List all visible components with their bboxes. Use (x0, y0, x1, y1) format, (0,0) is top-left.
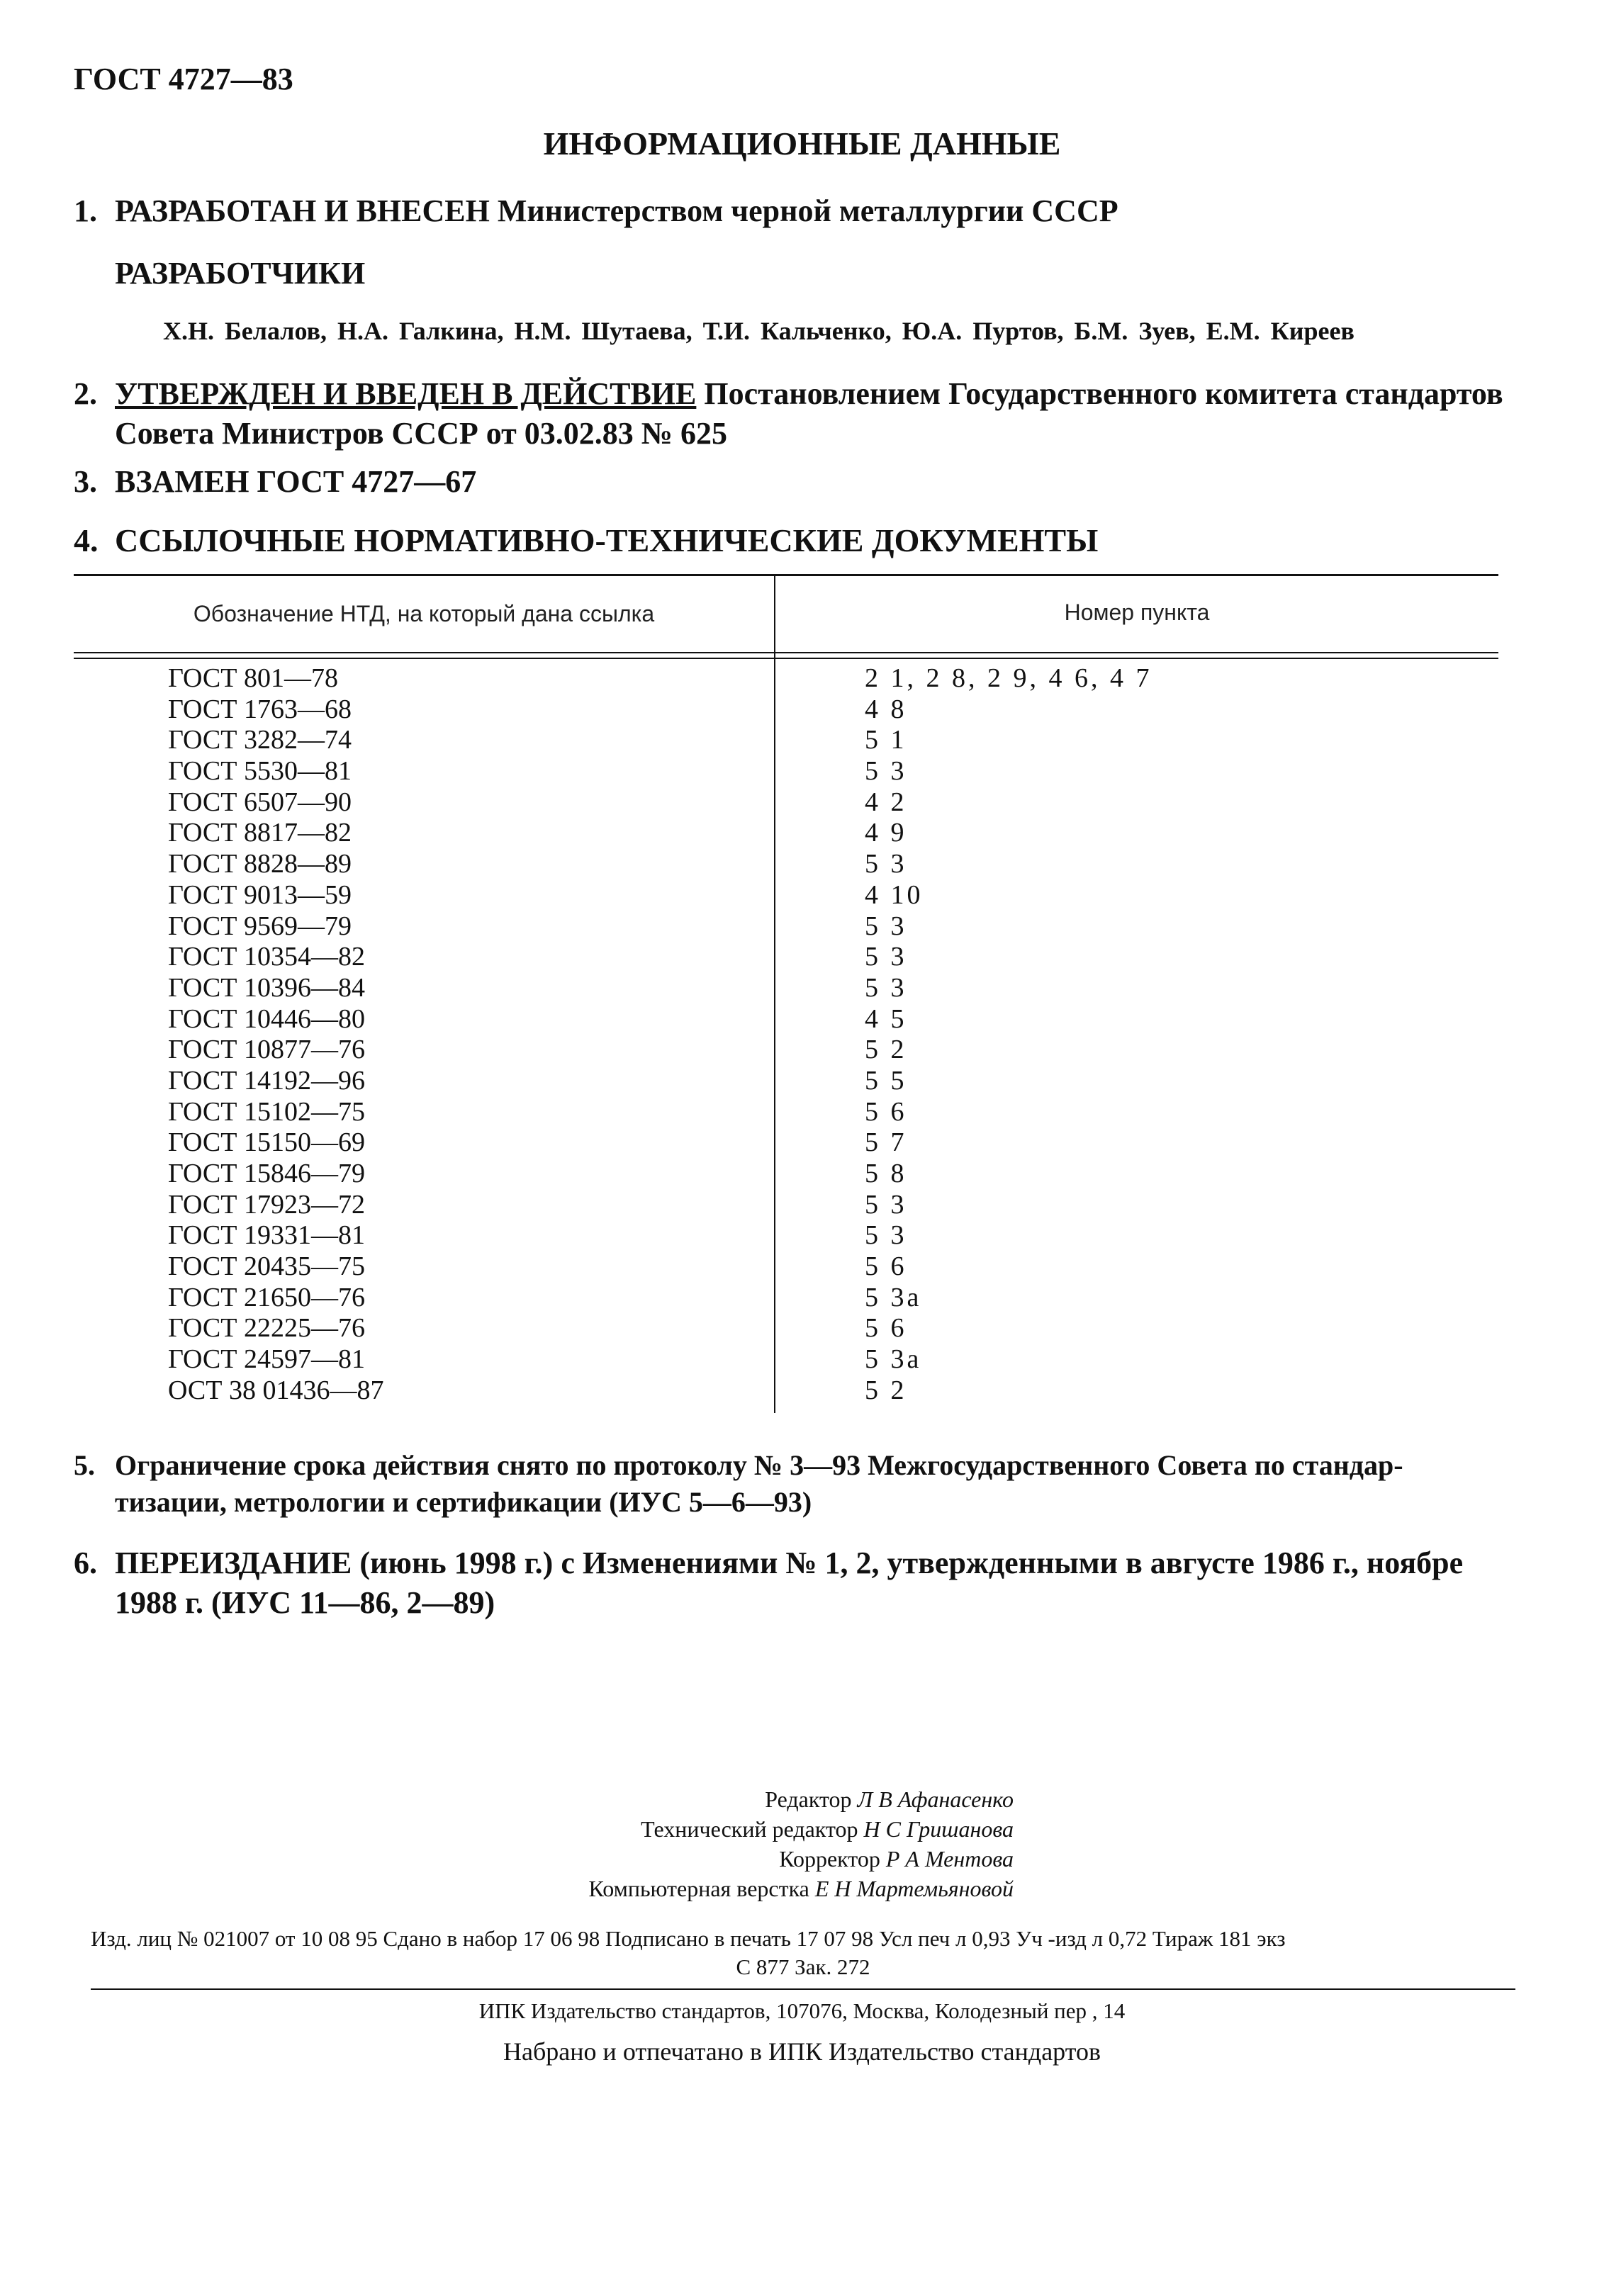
clause-cell: 4 5 (865, 1003, 907, 1034)
table-row (0, 1190, 1604, 1221)
table-row (0, 942, 1604, 973)
doc-cell: ГОСТ 9013—59 (168, 879, 352, 910)
doc-cell: ГОСТ 1763—68 (168, 694, 352, 724)
item-4 (74, 522, 1098, 559)
credit-name: Е Н Мартемьяновой (814, 1876, 1014, 1901)
table-row (0, 1159, 1604, 1190)
item-2-text-1: Постановлением Государственного комитета стандартов (704, 376, 1503, 411)
credit-line (0, 1844, 1014, 1874)
table-row (0, 663, 1604, 694)
item-2 (74, 374, 1503, 454)
table-row (0, 1375, 1604, 1407)
clause-cell: 5 7 (865, 1127, 907, 1158)
doc-cell: ГОСТ 15846—79 (168, 1159, 365, 1188)
table-row (0, 911, 1604, 942)
doc-cell: ГОСТ 20435—75 (168, 1251, 365, 1282)
table-header-clause: Номер пункта (1064, 600, 1210, 625)
table-row (0, 725, 1604, 756)
table-row (0, 1097, 1604, 1128)
item-1-lead: РАЗРАБОТАН И ВНЕСЕН (115, 193, 490, 228)
clause-cell: 5 3 (865, 972, 907, 1003)
item-2-lead: УТВЕРЖДЕН И ВВЕДЕН В ДЕЙСТВИЕ (115, 376, 697, 411)
table-body (0, 663, 1604, 1407)
table-row (0, 1220, 1604, 1251)
item-6 (74, 1543, 1463, 1623)
imprint-line-1: Изд. лиц № 021007 от 10 08 95 Сдано в набор 17 06 98 Подписано в печать 17 07 98 Усл печ л 0,93 Уч -изд л 0,72 Тираж 181 экз (91, 1926, 1286, 1951)
table-row (0, 849, 1604, 880)
doc-cell: ГОСТ 801—78 (168, 663, 338, 693)
doc-cell: ГОСТ 6507—90 (168, 787, 352, 817)
doc-cell: ГОСТ 8828—89 (168, 849, 352, 879)
doc-cell: ГОСТ 14192—96 (168, 1065, 365, 1096)
item-6-number: 6. (74, 1546, 97, 1580)
item-1-text: Министерством черной металлургии СССР (497, 193, 1118, 228)
table-row (0, 1035, 1604, 1066)
clause-cell: 5 3 (865, 1189, 907, 1220)
clause-cell: 5 6 (865, 1096, 907, 1127)
doc-cell: ГОСТ 19331—81 (168, 1220, 365, 1251)
clause-cell: 5 5 (865, 1065, 907, 1096)
item-5-line-1: Ограничение срока действия снято по протоколу № 3—93 Межгосударственного Совета по стандар- (115, 1449, 1403, 1481)
item-6-line-2: 1988 г. (ИУС 11—86, 2—89) (115, 1585, 495, 1620)
credit-role: Редактор (765, 1786, 852, 1812)
item-6-line-1: ПЕРЕИЗДАНИЕ (июнь 1998 г.) с Изменениями № 1, 2, утвержденными в августе 1986 г., ноябре (115, 1546, 1464, 1580)
table-row (0, 973, 1604, 1004)
credit-role: Технический редактор (641, 1816, 858, 1842)
clause-cell: 5 8 (865, 1159, 907, 1188)
doc-cell: ГОСТ 10446—80 (168, 1003, 365, 1034)
doc-cell: ГОСТ 3282—74 (168, 725, 352, 755)
item-5-line-2: тизации, метрологии и сертификации (ИУС 5—6—93) (115, 1486, 812, 1518)
credit-name: Л В Афанасенко (857, 1786, 1014, 1812)
table-row (0, 1251, 1604, 1283)
clause-cell: 5 6 (865, 1251, 907, 1282)
credit-line (0, 1814, 1014, 1844)
doc-cell: ГОСТ 10354—82 (168, 942, 365, 972)
doc-cell: ГОСТ 15102—75 (168, 1096, 365, 1127)
credit-name: Н С Гришанова (863, 1816, 1014, 1842)
item-4-number: 4. (74, 522, 99, 558)
credit-name: Р А Ментова (885, 1846, 1014, 1872)
table-row (0, 1344, 1604, 1375)
clause-cell: 2 1, 2 8, 2 9, 4 6, 4 7 (865, 663, 1152, 693)
clause-cell: 5 1 (865, 725, 907, 755)
table-row (0, 1066, 1604, 1097)
footer-rule (91, 1988, 1515, 1990)
credits-block (0, 1784, 1014, 1903)
clause-cell: 5 6 (865, 1313, 907, 1344)
item-1-number: 1. (74, 193, 97, 228)
doc-cell: ГОСТ 10877—76 (168, 1035, 365, 1065)
developers-heading: РАЗРАБОТЧИКИ (115, 256, 366, 291)
clause-cell: 4 9 (865, 818, 907, 848)
clause-cell: 5 3 (865, 756, 907, 787)
page-title: ИНФОРМАЦИОННЫЕ ДАННЫЕ (543, 125, 1061, 162)
credit-line (0, 1874, 1014, 1903)
clause-cell: 5 3а (865, 1344, 922, 1375)
credit-role: Компьютерная верстка (588, 1876, 809, 1901)
doc-cell: ГОСТ 8817—82 (168, 818, 352, 848)
item-5 (74, 1447, 1403, 1521)
item-1 (74, 193, 1118, 229)
table-row (0, 880, 1604, 911)
imprint (91, 1926, 1515, 1980)
item-4-text: ССЫЛОЧНЫЕ НОРМАТИВНО-ТЕХНИЧЕСКИЕ ДОКУМЕНТЫ (115, 522, 1099, 558)
credit-role: Корректор (779, 1846, 880, 1872)
table-row (0, 1127, 1604, 1159)
doc-cell: ГОСТ 10396—84 (168, 972, 365, 1003)
clause-cell: 5 2 (865, 1035, 907, 1065)
item-2-number: 2. (74, 376, 97, 411)
credit-line (0, 1784, 1014, 1814)
clause-cell: 5 3 (865, 911, 907, 941)
imprint-line-2: С 877 Зак. 272 (736, 1954, 870, 1979)
table-row (0, 787, 1604, 818)
doc-cell: ГОСТ 15150—69 (168, 1127, 365, 1158)
doc-cell: ГОСТ 24597—81 (168, 1344, 365, 1375)
clause-cell: 5 3а (865, 1282, 922, 1312)
table-row (0, 694, 1604, 726)
table-header-rule-1 (74, 652, 1498, 653)
developers-names: Х.Н. Белалов, Н.А. Галкина, Н.М. Шутаева, Т.И. Кальченко, Ю.А. Пуртов, Б.М. Зуев, Е.М. Киреев (163, 317, 1355, 345)
table-row (0, 1283, 1604, 1314)
doc-cell: ОСТ 38 01436—87 (168, 1375, 384, 1405)
doc-cell: ГОСТ 22225—76 (168, 1313, 365, 1344)
doc-cell: ГОСТ 17923—72 (168, 1189, 365, 1220)
clause-cell: 4 8 (865, 694, 907, 724)
doc-cell: ГОСТ 21650—76 (168, 1282, 365, 1312)
doc-cell: ГОСТ 9569—79 (168, 911, 352, 941)
doc-cell: ГОСТ 5530—81 (168, 756, 352, 787)
item-2-text-2: Совета Министров СССР от 03.02.83 № 625 (115, 416, 727, 451)
item-5-number: 5. (74, 1449, 95, 1481)
table-header-document: Обозначение НТД, на который дана ссылка (193, 601, 655, 626)
table-row (0, 756, 1604, 787)
clause-cell: 4 2 (865, 787, 907, 817)
printed-by: Набрано и отпечатано в ИПК Издательство стандартов (503, 2037, 1101, 2066)
clause-cell: 4 10 (865, 879, 924, 910)
table-row (0, 1313, 1604, 1344)
clause-cell: 5 3 (865, 849, 907, 879)
item-3-number: 3. (74, 464, 97, 499)
clause-cell: 5 3 (865, 1220, 907, 1251)
table-row (0, 1004, 1604, 1035)
item-3 (74, 463, 476, 500)
item-3-text: ВЗАМЕН ГОСТ 4727—67 (115, 464, 477, 499)
clause-cell: 5 3 (865, 942, 907, 972)
publisher-address: ИПК Издательство стандартов, 107076, Москва, Колодезный пер , 14 (478, 1998, 1126, 2023)
clause-cell: 5 2 (865, 1375, 907, 1405)
table-top-rule (74, 574, 1498, 576)
table-row (0, 818, 1604, 849)
document-code: ГОСТ 4727—83 (74, 62, 293, 96)
table-header-rule-2 (74, 658, 1498, 659)
